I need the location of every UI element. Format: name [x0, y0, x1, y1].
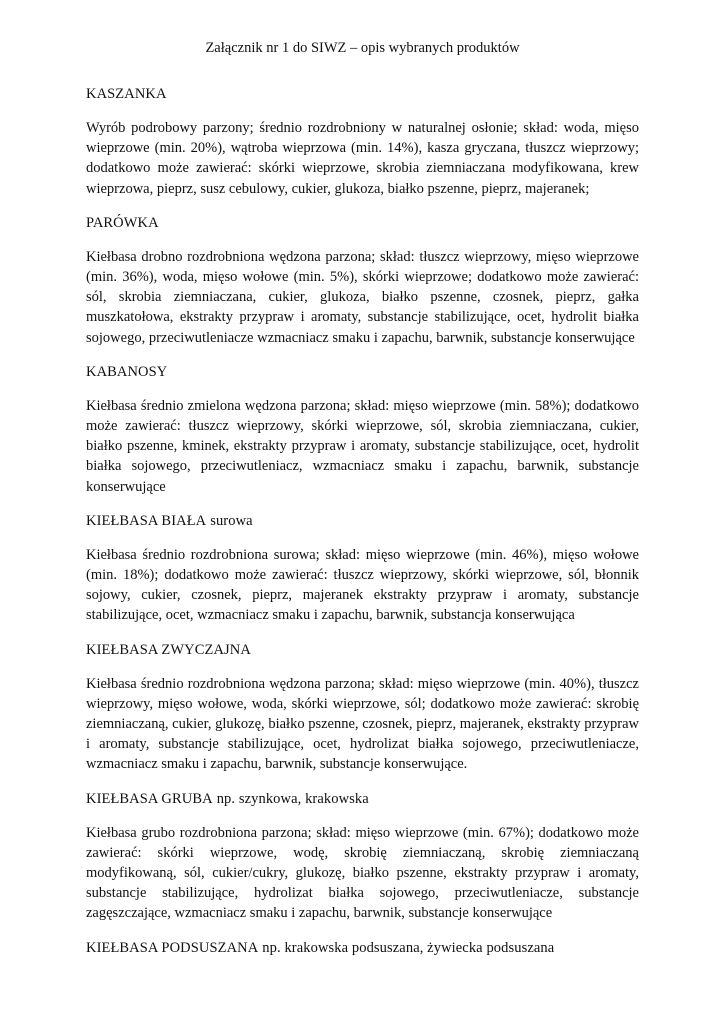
- section-description: Kiełbasa średnio zmielona wędzona parzona; skład: mięso wieprzowe (min. 58%); dodatkowo może zawierać: tłuszcz wieprzowy, skórki wieprzowe, sól, skrobia ziemniaczana, cukier, białko pszenne, kminek, ekstrakty przypraw i aromaty, substancje stabilizujące, ocet, hydrolit białka sojowego, przeciwutleniacz, wzmacniacz smaku i zapachu, barwnik, substancje konserwujące: [86, 397, 639, 495]
- heading-text: KABANOSY: [86, 363, 168, 380]
- heading-text: KIEŁBASA ZWYCZAJNA: [86, 641, 251, 658]
- section-heading: [86, 511, 639, 531]
- section-heading: [86, 84, 639, 104]
- heading-suffix: surowa: [210, 512, 253, 529]
- section-description: Wyrób podrobowy parzony; średnio rozdrobniony w naturalnej osłonie; skład: woda, mięso wieprzowe (min. 20%), wątroba wieprzowa (min. 14%), kasza gryczana, tłuszcz wieprzowy; dodatkowo może zawierać: skórki wieprzowe, skrobia ziemniaczana modyfikowana, krew wieprzowa, pieprz, susz cebulowy, cukier, glukoza, białko pszenne, pieprz, majeranek;: [86, 120, 639, 197]
- document-title: Załącznik nr 1 do SIWZ – opis wybranych produktów: [205, 40, 520, 56]
- section-description: Kiełbasa średnio rozdrobniona wędzona parzona; skład: mięso wieprzowe (min. 40%), tłuszcz wieprzowy, mięso wołowe, woda, skórki wieprzowe, sól; dodatkowo może zawierać: skrobię ziemniaczaną, cukier, glukozę, białko pszenne, czosnek, pieprz, majeranek, ekstrakty przypraw i aromaty, substancje stabilizujące, ocet, hydrolizat białka sojowego, przeciwutleniacze, wzmacniacz smaku i zapachu, barwnik, substancje konserwujące.: [86, 675, 639, 773]
- section-description: Kiełbasa średnio rozdrobniona surowa; skład: mięso wieprzowe (min. 46%), mięso wołowe (min. 18%); dodatkowo może zawierać: tłuszcz wieprzowy, skórki wieprzowe, sól, błonnik sojowy, cukier, czosnek, pieprz, majeranek ekstrakty przypraw i aromaty, substancje stabilizujące, ocet, wzmacniacz smaku i zapachu, barwnik, substancja konserwująca: [86, 546, 639, 624]
- section-kabanosy: [86, 362, 639, 497]
- heading-suffix: np. krakowska podsuszana, żywiecka podsuszana: [262, 939, 555, 956]
- section-kielbasa-gruba: [86, 789, 639, 924]
- section-parowka: [86, 213, 639, 348]
- heading-text: KIEŁBASA GRUBA: [86, 790, 213, 807]
- section-kielbasa-zwyczajna: [86, 640, 639, 775]
- heading-text: KIEŁBASA PODSUSZANA: [86, 939, 259, 956]
- section-heading: [86, 213, 639, 233]
- heading-text: PARÓWKA: [86, 214, 159, 231]
- heading-text: KASZANKA: [86, 86, 167, 102]
- section-kielbasa-biala: [86, 511, 639, 626]
- section-description: Kiełbasa drobno rozdrobniona wędzona parzona; skład: tłuszcz wieprzowy, mięso wieprzowe (min. 36%), woda, mięso wołowe (min. 5%), skórki wieprzowe; dodatkowo może zawierać: sól, skrobia ziemniaczana, cukier, glukoza, białko pszenne, czosnek, pieprz, gałka muszkatołowa, ekstrakty przypraw i aromaty, substancje stabilizujące, ocet, hydrolit białka sojowego, przeciwutleniacze wzmacniacz smaku i zapachu, barwnik, substancje konserwujące: [86, 248, 639, 346]
- section-kielbasa-podsuszana: [86, 938, 639, 958]
- section-heading: [86, 789, 639, 809]
- heading-text: KIEŁBASA BIAŁA: [86, 512, 207, 529]
- section-kaszanka: [86, 84, 639, 199]
- section-heading: [86, 362, 639, 382]
- heading-suffix: np. szynkowa, krakowska: [216, 790, 369, 807]
- section-heading: [86, 938, 639, 958]
- section-description: Kiełbasa grubo rozdrobniona parzona; skład: mięso wieprzowe (min. 67%); dodatkowo może zawierać: skórki wieprzowe, wodę, skrobię ziemniaczaną, skrobię ziemniaczaną modyfikowaną, sól, cukier/cukry, glukozę, białko pszenne, ekstrakty przypraw i aromaty, substancje stabilizujące, hydrolizat białka sojowego, przeciwutleniacze, substancje zagęszczające, wzmacniacz smaku i zapachu, barwnik, substancje konserwujące: [86, 824, 639, 922]
- section-heading: [86, 640, 639, 660]
